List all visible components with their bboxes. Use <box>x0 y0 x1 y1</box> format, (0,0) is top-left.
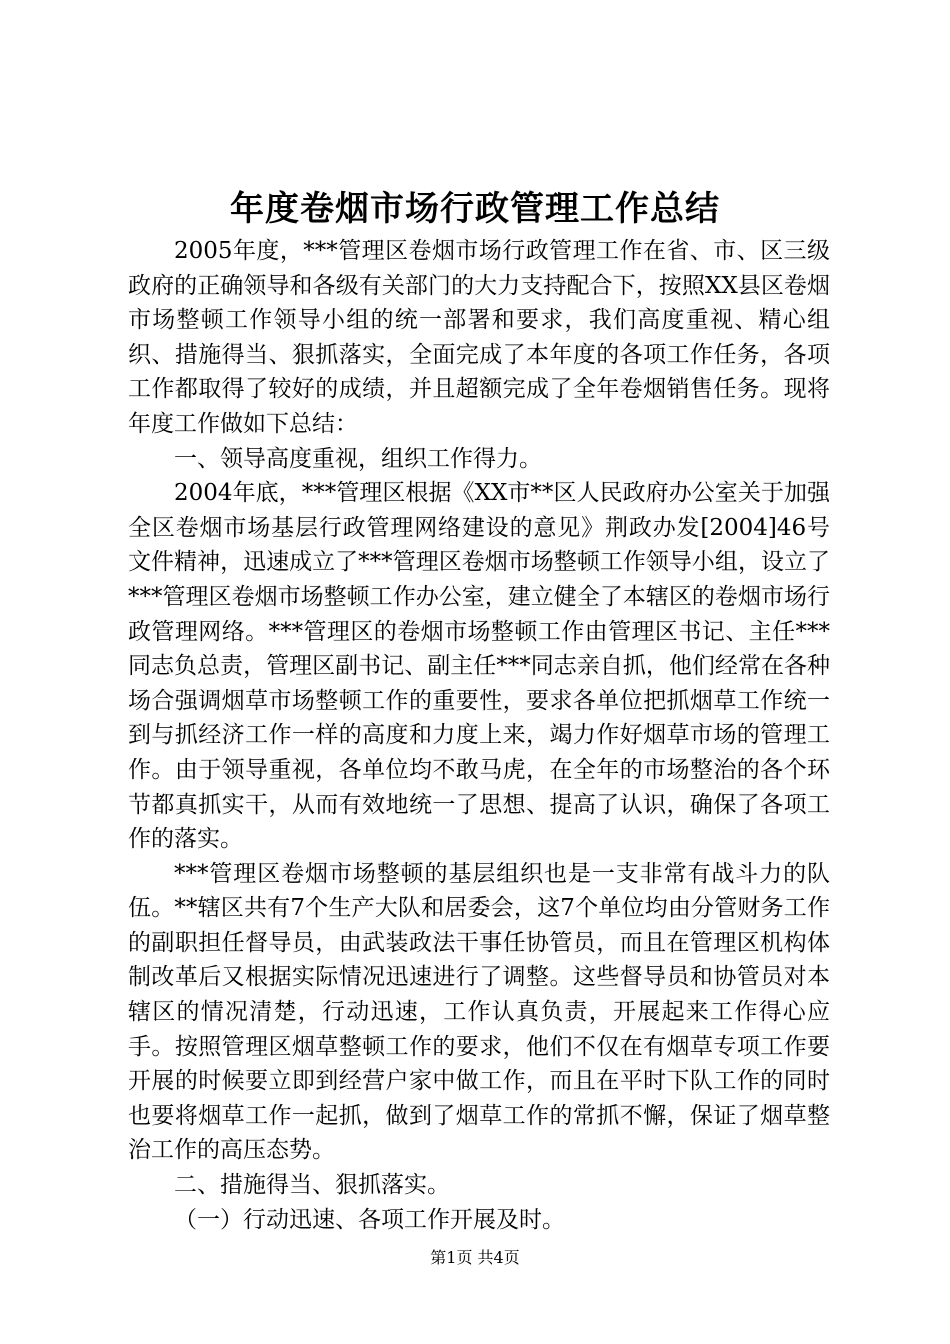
section-heading-1: 一、领导高度重视，组织工作得力。 <box>174 445 542 472</box>
page-footer: 第1页 共4页 <box>430 1248 520 1267</box>
section-heading-2: 二、措施得当、狠抓落实。 <box>174 1172 450 1199</box>
document-body <box>128 234 830 1237</box>
subsection-heading-1: （一）行动迅速、各项工作开展及时。 <box>174 1206 565 1233</box>
document-title: 年度卷烟市场行政管理工作总结 <box>230 189 720 229</box>
paragraph-grassroots: ***管理区卷烟市场整顿的基层组织也是一支非常有战斗力的队伍。**辖区共有7个生产大队和居委会，这7个单位均由分管财务工作的副职担任督导员，由武装政法干事任协管员，而且在管理区机构体制改革后又根据实际情况迅速进行了调整。这些督导员和协管员对本辖区的情况清楚，行动迅速，工作认真负责，开展起来工作得心应手。按照管理区烟草整顿工作的要求，他们不仅在有烟草专项工作要开展的时候要立即到经营户家中做工作，而且在平时下队工作的同时也要将烟草工作一起抓，做到了烟草工作的常抓不懈，保证了烟草整治工作的高压态势。 <box>128 860 830 1164</box>
paragraph-leadership: 2004年底，***管理区根据《XX市**区人民政府办公室关于加强全区卷烟市场基层行政管理网络建设的意见》荆政办发[2004]46号文件精神，迅速成立了***管理区卷烟市场整顿工作领导小组，设立了***管理区卷烟市场整顿工作办公室，建立健全了本辖区的卷烟市场行政管理网络。***管理区的卷烟市场整顿工作由管理区书记、主任***同志负总责，管理区副书记、副主任***同志亲自抓，他们经常在各种场合强调烟草市场整顿工作的重要性，要求各单位把抓烟草工作统一到与抓经济工作一样的高度和力度上来，竭力作好烟草市场的管理工作。由于领导重视，各单位均不敢马虎，在全年的市场整治的各个环节都真抓实干，从而有效地统一了思想、提高了认识，确保了各项工作的落实。 <box>128 480 830 853</box>
paragraph-intro: 2005年度，***管理区卷烟市场行政管理工作在省、市、区三级政府的正确领导和各级有关部门的大力支持配合下，按照XX县区卷烟市场整顿工作领导小组的统一部署和要求，我们高度重视、精心组织、措施得当、狠抓落实，全面完成了本年度的各项工作任务，各项工作都取得了较好的成绩，并且超额完成了全年卷烟销售任务。现将年度工作做如下总结： <box>128 238 830 437</box>
